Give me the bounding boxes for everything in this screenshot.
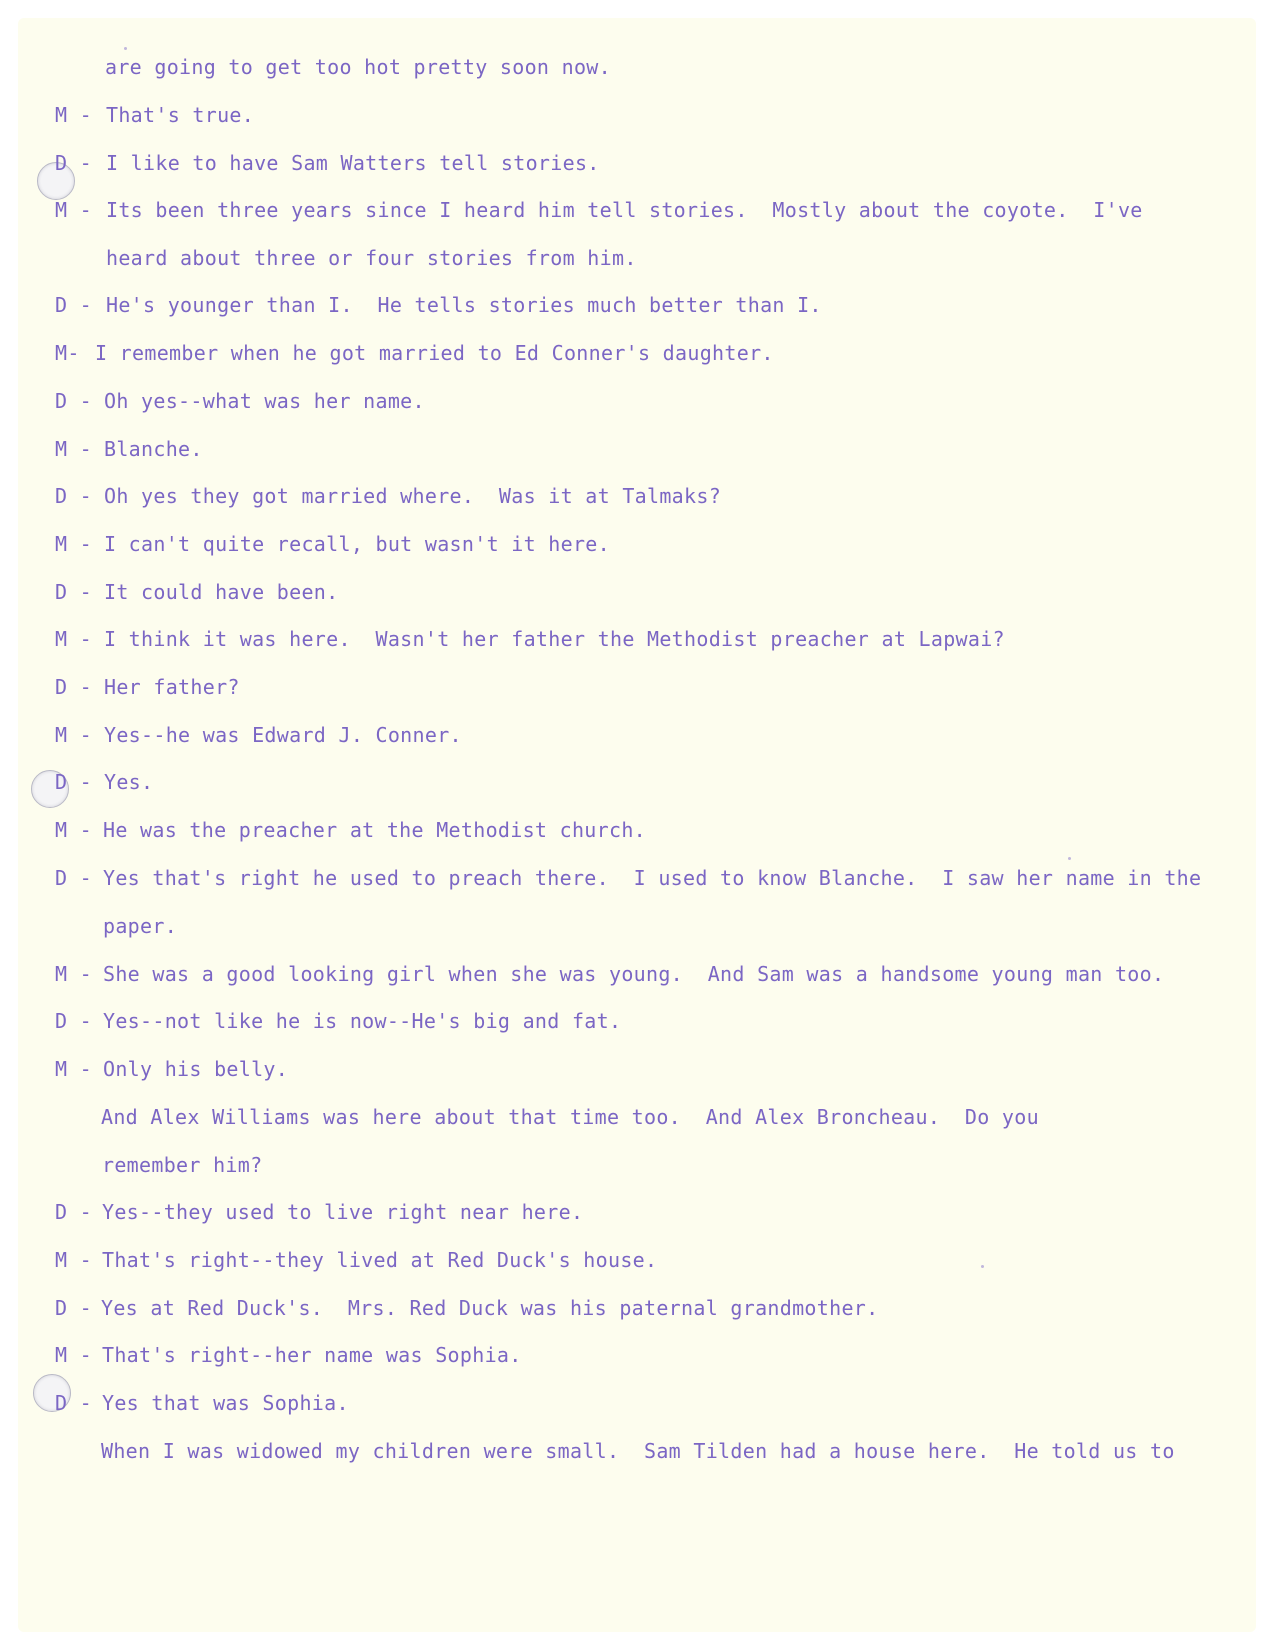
- speaker-label: D -: [55, 151, 93, 175]
- utterance-text: He's younger than I. He tells stories much better than I.: [106, 293, 822, 317]
- utterance-text: When I was widowed my children were small. Sam Tilden had a house here. He told us to: [101, 1439, 1175, 1463]
- speaker-label: M -: [55, 103, 93, 127]
- speaker-label: D -: [55, 866, 93, 890]
- speaker-label: D -: [55, 675, 93, 699]
- utterance-text: I think it was here. Wasn't her father the Methodist preacher at Lapwai?: [104, 627, 1005, 651]
- speaker-label: M -: [55, 962, 93, 986]
- speaker-label: M -: [55, 437, 93, 461]
- speaker-label: M -: [55, 198, 93, 222]
- speaker-label: M -: [55, 723, 93, 747]
- utterance-text: That's right--her name was Sophia.: [102, 1343, 522, 1367]
- utterance-text: He was the preacher at the Methodist church.: [103, 818, 647, 842]
- ink-speck: [1068, 857, 1071, 860]
- speaker-label: D -: [55, 484, 93, 508]
- speaker-label: M-: [55, 341, 80, 365]
- utterance-text: Yes that was Sophia.: [102, 1391, 349, 1415]
- speaker-label: D -: [55, 1200, 93, 1224]
- speaker-label: M -: [55, 1248, 93, 1272]
- utterance-text: I can't quite recall, but wasn't it here.: [104, 532, 610, 556]
- utterance-text: I remember when he got married to Ed Conner's daughter.: [95, 341, 774, 365]
- utterance-text: Oh yes they got married where. Was it at Talmaks?: [104, 484, 722, 508]
- utterance-text: Yes--they used to live right near here.: [102, 1200, 584, 1224]
- utterance-text: It could have been.: [104, 580, 339, 604]
- speaker-label: M -: [55, 532, 93, 556]
- utterance-text: That's right--they lived at Red Duck's house.: [102, 1248, 658, 1272]
- utterance-text: Only his belly.: [103, 1057, 289, 1081]
- utterance-text: Her father?: [104, 675, 240, 699]
- utterance-text: Yes--not like he is now--He's big and fat.: [103, 1009, 622, 1033]
- speaker-label: D -: [55, 293, 93, 317]
- utterance-text: That's true.: [106, 103, 255, 127]
- utterance-text: Yes.: [104, 770, 154, 794]
- utterance-text: Yes--he was Edward J. Conner.: [104, 723, 462, 747]
- speaker-label: D -: [55, 770, 93, 794]
- speaker-label: M -: [55, 818, 93, 842]
- utterance-text: are going to get too hot pretty soon now.: [105, 55, 611, 79]
- utterance-text: Blanche.: [104, 437, 203, 461]
- utterance-text: paper.: [103, 914, 178, 938]
- speaker-label: M -: [55, 1057, 93, 1081]
- utterance-text: And Alex Williams was here about that time too. And Alex Broncheau. Do you: [101, 1105, 1039, 1129]
- speaker-label: D -: [55, 1009, 93, 1033]
- ink-speck: [981, 1265, 984, 1268]
- ink-speck: [124, 47, 127, 50]
- utterance-text: Yes at Red Duck's. Mrs. Red Duck was his paternal grandmother.: [101, 1296, 879, 1320]
- utterance-text: She was a good looking girl when she was young. And Sam was a handsome young man too.: [103, 962, 1165, 986]
- speaker-label: M -: [55, 627, 93, 651]
- speaker-label: D -: [55, 389, 93, 413]
- utterance-text: remember him?: [102, 1153, 263, 1177]
- utterance-text: I like to have Sam Watters tell stories.: [106, 151, 600, 175]
- speaker-label: D -: [55, 1296, 93, 1320]
- utterance-text: heard about three or four stories from him.: [106, 246, 637, 270]
- speaker-label: D -: [55, 580, 93, 604]
- utterance-text: Oh yes--what was her name.: [104, 389, 425, 413]
- speaker-label: D -: [55, 1391, 93, 1415]
- utterance-text: Its been three years since I heard him tell stories. Mostly about the coyote. I've: [106, 198, 1143, 222]
- utterance-text: Yes that's right he used to preach there. I used to know Blanche. I saw her name in the: [103, 866, 1202, 890]
- speaker-label: M -: [55, 1343, 93, 1367]
